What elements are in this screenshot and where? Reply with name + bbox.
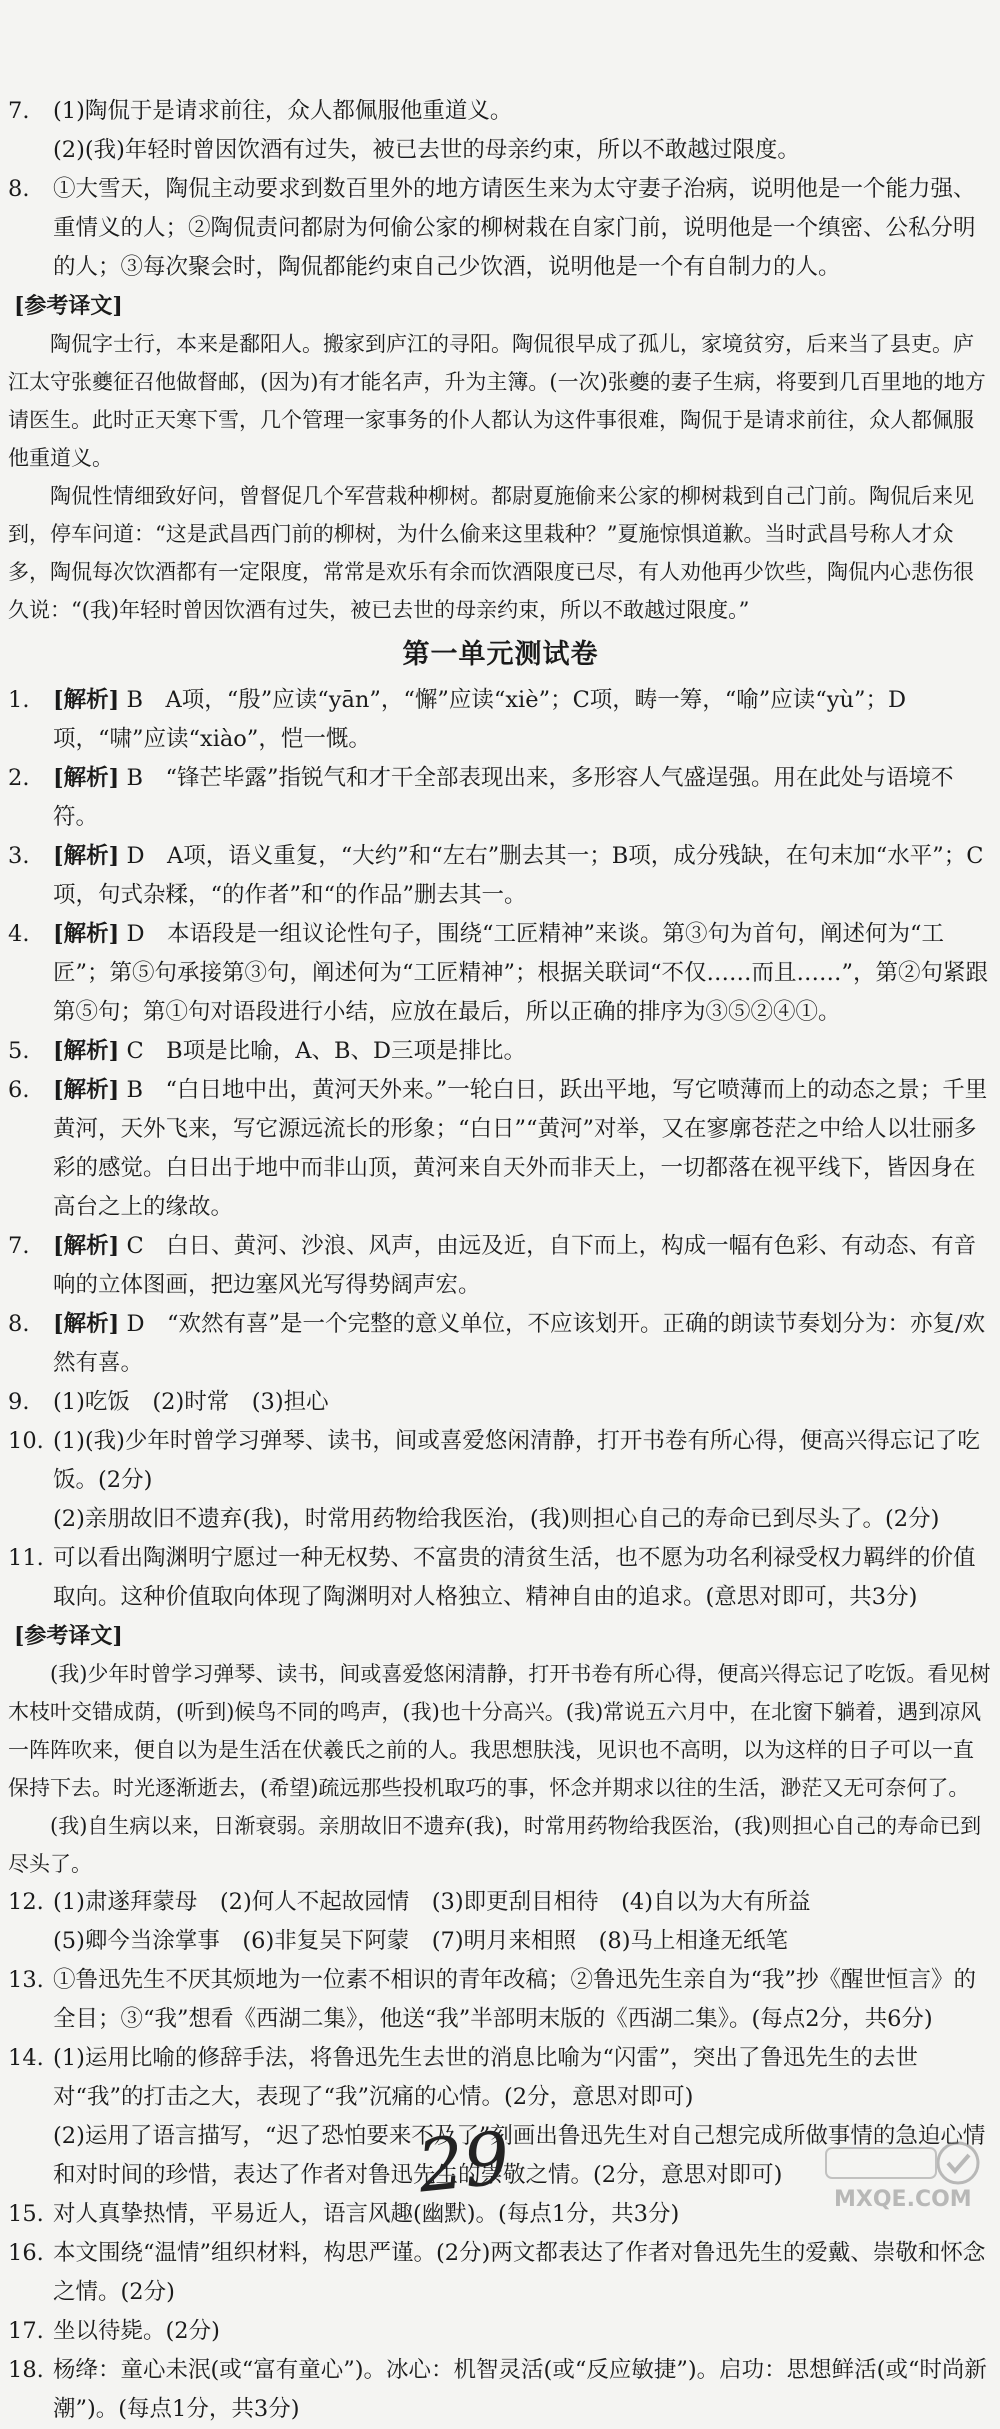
answer-text: (1)(我)少年时曾学习弹琴、读书，间或喜爱悠闲清静，打开书卷有所心得，便高兴得忘记了吃饭。(2分) — [53, 1428, 980, 1493]
answer-item-5 — [8, 1032, 993, 1071]
answer-subline: (2)亲朋故旧不遗弃(我)，时常用药物给我医治，(我)则担心自己的寿命已到尽头了。(2分) — [53, 1506, 940, 1532]
item-number: 11. — [8, 1545, 44, 1571]
answer-item-1 — [8, 681, 993, 759]
answer-text: 可以看出陶渊明宁愿过一种无权势、不富贵的清贫生活，也不愿为功名利禄受权力羁绊的价值取向。这种价值取向体现了陶渊明对人格独立、精神自由的追求。(意思对即可，共3分) — [53, 1545, 976, 1610]
answer-subline: (2)运用了语言描写，“迟了恐怕要来不及了”刻画出鲁迅先生对自己想完成所做事情的急迫心情和对时间的珍惜，表达了作者对鲁迅先生的崇敬之情。(2分，意思对即可) — [53, 2123, 986, 2188]
answer-text: (1)运用比喻的修辞手法，将鲁迅先生去世的消息比喻为“闪雷”，突出了鲁迅先生的去世对“我”的打击之大，表现了“我”沉痛的心情。(2分，意思对即可) — [53, 2045, 918, 2110]
watermark-url: MXQE.COM — [834, 2187, 972, 2212]
item-number: 8. — [8, 1311, 30, 1337]
item-number: 1. — [8, 687, 30, 713]
analysis-tag: [解析] — [53, 1038, 120, 1064]
answer-item-9 — [8, 1383, 993, 1422]
item-number: 7. — [8, 98, 30, 124]
answer-text: B A项，“殷”应读“yān”，“懈”应读“xiè”；C项，畴一筹，“喻”应读“yù”；D项，“啸”应读“xiào”，恺一慨。 — [53, 687, 907, 752]
site-watermark — [816, 2138, 986, 2216]
analysis-tag: [解析] — [53, 687, 120, 713]
answer-item-16 — [8, 2234, 993, 2312]
answer-line: (1)肃遂拜蒙母 (2)何人不起故园情 (3)即更刮目相待 (4)自以为大有所益 — [53, 1889, 811, 1915]
answer-text: C 白日、黄河、沙浪、风声，由远及近，自下而上，构成一幅有色彩、有动态、有音响的立体图画，把边塞风光写得势阔声宏。 — [53, 1233, 977, 1298]
answer-text: (1)吃饭 (2)时常 (3)担心 — [53, 1389, 329, 1415]
analysis-tag: [解析] — [53, 765, 120, 791]
unit-test-answers — [8, 681, 993, 1617]
page-content — [8, 92, 993, 2429]
handwritten-page-number: 29 — [413, 2115, 514, 2209]
answer-item-14 — [8, 2039, 993, 2117]
answer-item-7 — [8, 1227, 993, 1305]
translation-paragraph: 陶侃性情细致好问，曾督促几个军营栽种柳树。都尉夏施偷来公家的柳树栽到自己门前。陶侃后来见到，停车问道：“这是武昌西门前的柳树，为什么偷来这里栽种？”夏施惊惧道歉。当时武昌号称人才众多，陶侃每次饮酒都有一定限度，常常是欢乐有余而饮酒限度已尽，有人劝他再少饮些，陶侃内心悲伤很久说：“(我)年轻时曾因饮酒有过失，被已去世的母亲约束，所以不敢越过限度。” — [8, 484, 974, 622]
reference-translation-label: [参考译文] — [14, 1623, 123, 1649]
item-number: 17. — [8, 2318, 44, 2344]
answer-text: B “白日地中出，黄河天外来。”一轮白日，跃出平地，写它喷薄而上的动态之景；千里黄河，天外飞来，写它源远流长的形象；“白日”“黄河”对举，又在寥廓苍茫之中给人以壮丽多彩的感觉。白日出于地中而非山顶，黄河来自天外而非天上，一切都落在视平线下，皆因身在高台之上的缘故。 — [53, 1077, 988, 1220]
answer-item-11 — [8, 1539, 993, 1617]
answer-item-8 — [8, 170, 993, 287]
answer-text: 对人真挚热情，平易近人，语言风趣(幽默)。(每点1分，共3分) — [53, 2201, 680, 2227]
item-number: 9. — [8, 1389, 30, 1415]
answer-line: (2)(我)年轻时曾因饮酒有过失，被已去世的母亲约束，所以不敢越过限度。 — [53, 137, 800, 163]
item-number: 10. — [8, 1428, 44, 1454]
answer-item-3 — [8, 837, 993, 915]
answer-text: C B项是比喻，A、B、D三项是排比。 — [126, 1038, 527, 1064]
answer-item-8 — [8, 1305, 993, 1383]
answer-line: (5)卿今当涂掌事 (6)非复吴下阿蒙 (7)明月来相照 (8)马上相逢无纸笔 — [53, 1928, 788, 1954]
item-number: 14. — [8, 2045, 44, 2071]
answer-item-4 — [8, 915, 993, 1032]
item-number: 15. — [8, 2201, 44, 2227]
translation-paragraph: (我)少年时曾学习弹琴、读书，间或喜爱悠闲清静，打开书卷有所心得，便高兴得忘记了吃饭。看见树木枝叶交错成荫，(听到)候鸟不同的鸣声，(我)也十分高兴。(我)常说五六月中，在北窗下躺着，遇到凉风一阵阵吹来，便自以为是生活在伏羲氏之前的人。我思想肤浅，见识也不高明，以为这样的日子可以一直保持下去。时光逐渐逝去，(希望)疏远那些投机取巧的事，怀念并期求以往的生活，渺茫又无可奈何了。 — [8, 1662, 991, 1800]
answer-line: ①大雪天，陶侃主动要求到数百里外的地方请医生来为太守妻子治病，说明他是一个能力强、重情义的人；②陶侃责问都尉为何偷公家的柳树栽在自家门前，说明他是一个缜密、公私分明的人；③每次聚会时，陶侃都能约束自己少饮酒，说明他是一个有自制力的人。 — [53, 176, 976, 280]
item-number: 13. — [8, 1967, 44, 1993]
answer-text: D 本语段是一组议论性句子，围绕“工匠精神”来谈。第③句为首句，阐述何为“工匠”；第⑤句承接第③句，阐述何为“工匠精神”；根据关联词“不仅……而且……”，第②句紧跟第⑤句；第①句对语段进行小结，应放在最后，所以正确的排序为③⑤②④①。 — [53, 921, 989, 1025]
analysis-tag: [解析] — [53, 921, 120, 947]
answer-text: 本文围绕“温情”组织材料，构思严谨。(2分)两文都表达了作者对鲁迅先生的爱戴、崇敬和怀念之情。(2分) — [53, 2240, 986, 2305]
previous-answers — [8, 92, 993, 287]
analysis-tag: [解析] — [53, 1311, 120, 1337]
answer-item-17 — [8, 2312, 993, 2351]
item-number: 2. — [8, 765, 30, 791]
analysis-tag: [解析] — [53, 1233, 120, 1259]
item-number: 5. — [8, 1038, 30, 1064]
watermark-logo-icon — [816, 2138, 986, 2188]
answer-text: 坐以待毙。(2分) — [53, 2318, 220, 2344]
answer-item-7 — [8, 92, 993, 170]
answer-item-2 — [8, 759, 993, 837]
answer-text: D A项，语义重复，“大约”和“左右”删去其一；B项，成分残缺，在句末加“水平”；C项，句式杂糅，“的作者”和“的作品”删去其一。 — [53, 843, 984, 908]
analysis-tag: [解析] — [53, 1077, 120, 1103]
item-number: 16. — [8, 2240, 44, 2266]
reference-translation-label: [参考译文] — [14, 293, 123, 319]
answer-text: D “欢然有喜”是一个完整的意义单位，不应该划开。正确的朗读节奏划分为：亦复/欢然有喜。 — [53, 1311, 986, 1376]
answer-item-12 — [8, 1883, 993, 1961]
item-number: 8. — [8, 176, 30, 202]
analysis-tag: [解析] — [53, 843, 120, 869]
answer-item-10 — [8, 1422, 993, 1500]
reference-translation — [8, 1655, 993, 1883]
answer-item-13 — [8, 1961, 993, 2039]
translation-paragraph: (我)自生病以来，日渐衰弱。亲朋故旧不遗弃(我)，时常用药物给我医治，(我)则担心自己的寿命已到尽头了。 — [8, 1814, 982, 1876]
answer-item-18 — [8, 2351, 993, 2429]
answer-line: (1)陶侃于是请求前往，众人都佩服他重道义。 — [53, 98, 513, 124]
item-number: 18. — [8, 2357, 44, 2383]
item-number: 6. — [8, 1077, 30, 1103]
answer-item-6 — [8, 1071, 993, 1227]
item-number: 7. — [8, 1233, 30, 1259]
item-number: 12. — [8, 1889, 44, 1915]
reference-translation — [8, 325, 993, 629]
answer-text: ①鲁迅先生不厌其烦地为一位素不相识的青年改稿；②鲁迅先生亲自为“我”抄《醒世恒言》的全目；③“我”想看《西湖二集》，他送“我”半部明末版的《西湖二集》。(每点2分，共6分) — [53, 1967, 977, 2032]
item-number: 4. — [8, 921, 30, 947]
answer-text: 杨绛：童心未泯(或“富有童心”)。冰心：机智灵活(或“反应敏捷”)。启功：思想鲜活(或“时尚新潮”)。(每点1分，共3分) — [53, 2357, 987, 2422]
answer-text: B “锋芒毕露”指锐气和才干全部表现出来，多形容人气盛逞强。用在此处与语境不符。 — [53, 765, 954, 830]
item-number: 3. — [8, 843, 30, 869]
translation-paragraph: 陶侃字士行，本来是鄱阳人。搬家到庐江的寻阳。陶侃很早成了孤儿，家境贫穷，后来当了县吏。庐江太守张夔征召他做督邮，(因为)有才能名声，升为主簿。(一次)张夔的妻子生病，将要到几百里地的地方请医生。此时正天寒下雪，几个管理一家事务的仆人都认为这件事很难，陶侃于是请求前往，众人都佩服他重道义。 — [8, 332, 986, 470]
section-title: 第一单元测试卷 — [402, 639, 599, 670]
